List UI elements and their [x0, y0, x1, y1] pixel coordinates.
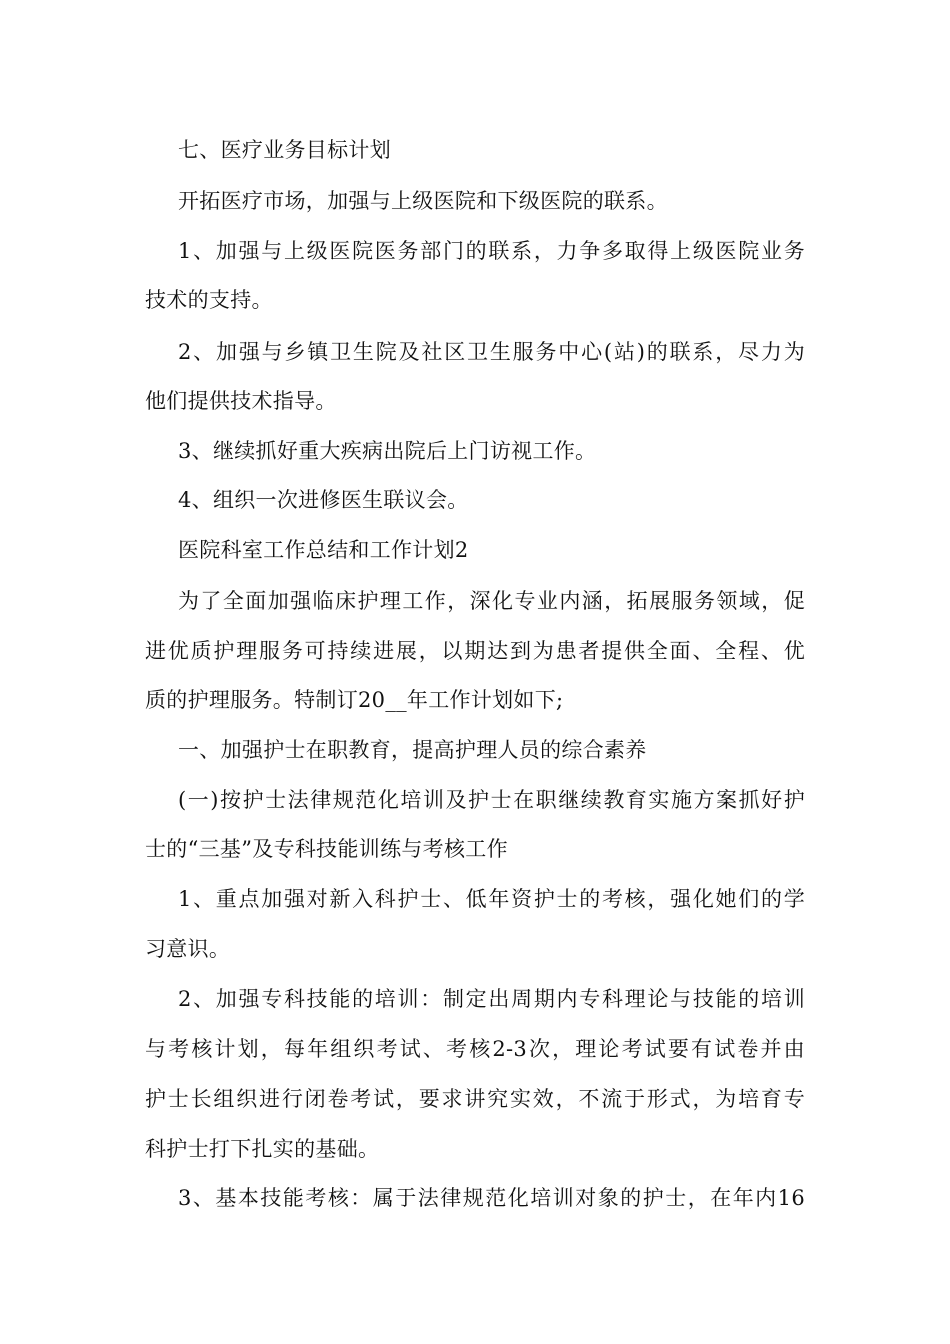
paragraph-line: 3、继续抓好重大疾病出院后上门访视工作。	[178, 439, 597, 463]
paragraph-line: 3、基本技能考核：属于法律规范化培训对象的护士，在年内16	[178, 1186, 805, 1210]
paragraph-line: 为了全面加强临床护理工作，深化专业内涵，拓展服务领域，促	[178, 589, 805, 613]
paragraph-line: 1、重点加强对新入科护士、低年资护士的考核，强化她们的学	[178, 887, 805, 911]
paragraph-line: 进优质护理服务可持续进展，以期达到为患者提供全面、全程、优	[145, 639, 805, 663]
paragraph-line: 与考核计划，每年组织考试、考核2-3次，理论考试要有试卷并由	[145, 1037, 805, 1061]
paragraph-line: (一)按护士法律规范化培训及护士在职继续教育实施方案抓好护	[178, 788, 805, 812]
section-heading: 一、加强护士在职教育，提高护理人员的综合素养	[178, 738, 647, 762]
paragraph-line: 习意识。	[145, 937, 231, 961]
paragraph-line: 士的“三基”及专科技能训练与考核工作	[145, 837, 508, 861]
paragraph-line: 2、加强专科技能的培训：制定出周期内专科理论与技能的培训	[178, 987, 805, 1011]
paragraph-line: 科护士打下扎实的基础。	[145, 1137, 380, 1161]
paragraph-line: 开拓医疗市场，加强与上级医院和下级医院的联系。	[178, 189, 668, 213]
paragraph-line: 护士长组织进行闭卷考试，要求讲究实效，不流于形式，为培育专	[145, 1087, 805, 1111]
section-heading: 医院科室工作总结和工作计划2	[178, 538, 469, 562]
paragraph-line: 质的护理服务。特制订20__年工作计划如下;	[145, 688, 564, 712]
paragraph-line: 他们提供技术指导。	[145, 389, 337, 413]
paragraph-line: 1、加强与上级医院医务部门的联系，力争多取得上级医院业务	[178, 239, 805, 263]
paragraph-line: 4、组织一次进修医生联议会。	[178, 488, 469, 512]
section-heading: 七、医疗业务目标计划	[178, 138, 391, 162]
paragraph-line: 2、加强与乡镇卫生院及社区卫生服务中心(站)的联系，尽力为	[178, 340, 805, 364]
paragraph-line: 技术的支持。	[145, 288, 273, 312]
